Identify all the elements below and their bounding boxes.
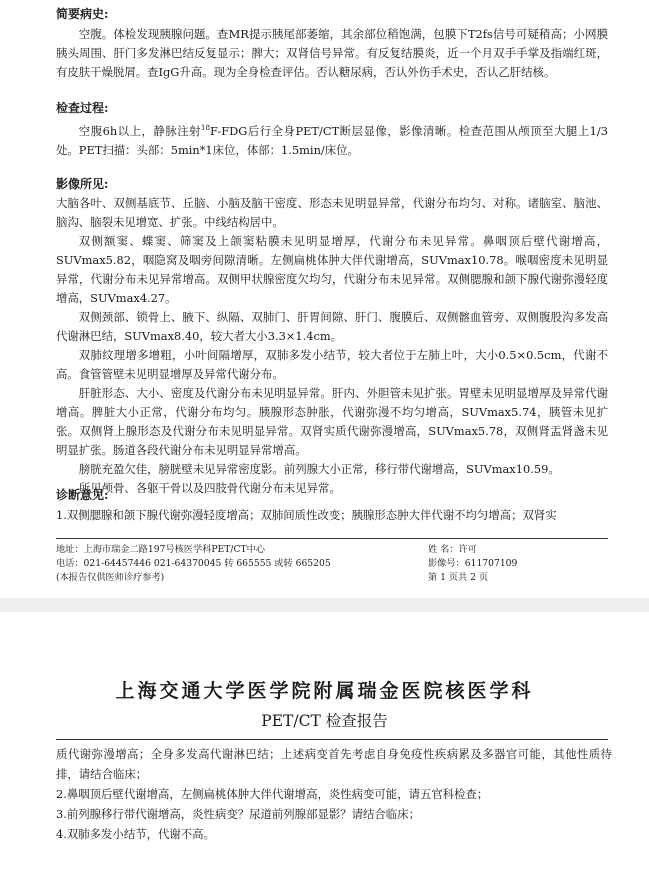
footer-image-number: 影像号：611707109 (428, 558, 518, 569)
footer-page-number: 第 1 页共 2 页 (428, 572, 489, 583)
report-footer (56, 538, 608, 585)
diagnosis-cont-2: 2.鼻咽顶后壁代谢增高，左侧扁桃体肿大伴代谢增高，炎性病变可能，请五官科检查； (56, 787, 489, 801)
institution-title: 上海交通大学医学院附属瑞金医院核医学科 (115, 680, 534, 702)
process-text-post: F-FDG后行全身PET/CT断层显像，影像清晰。检查范围从颅顶至大腿上1/3处。PET扫描：头部：5min*1床位，体部：1.5min/床位。 (56, 123, 608, 157)
diagnosis-cont-3: 3.前列腺移行带代谢增高，炎性病变？尿道前列腺部显影？请结合临床； (56, 807, 420, 821)
footer-patient-name: 姓 名：许可 (428, 544, 477, 555)
findings-lung: 双肺纹理增多增粗，小叶间隔增厚，双肺多发小结节，较大者位于左肺上叶，大小0.5×0.5cm，代谢不高。食管管壁未见明显增厚及异常代谢分布。 (56, 348, 608, 381)
diagnosis-line-1: 1.双侧腮腺和颌下腺代谢弥漫轻度增高；双肺间质性改变；胰腺形态肿大伴代谢不均匀增高；双肾实 (56, 508, 557, 522)
diagnosis-section (56, 487, 608, 525)
process-text-pre: 空腹6h以上，静脉注射 (78, 123, 202, 138)
diagnosis-cont-1: 质代谢弥漫增高；全身多发高代谢淋巴结；上述病变首先考虑自身免疫性疾病累及多器官可能，其他性质待排，请结合临床； (56, 747, 612, 781)
process-heading: 检查过程: (56, 101, 109, 115)
history-heading: 简要病史: (56, 7, 109, 21)
diagnosis-cont-4: 4.双肺多发小结节，代谢不高。 (56, 827, 215, 841)
footer-address: 地址：上海市瑞金二路197号核医学科PET/CT中心 (56, 544, 265, 555)
findings-section (56, 176, 608, 498)
findings-pelvis: 膀胱充盈欠佳，膀胱壁未见异常密度影。前列腺大小正常，移行带代谢增高，SUVmax10.59。 (78, 462, 560, 476)
history-text: 空腹。体检发现胰腺问题。查MR提示胰尾部萎缩，其余部位稍饱满，包膜下T2fs信号可疑稍高；小网膜胰头周围、肝门多发淋巴结反复显示；脾大；双肾信号异常。有反复结膜炎，近一个月双手手掌及指端红斑，有皮肤干燥脱屑。查IgG升高。现为全身检查评估。否认糖尿病，否认外伤手术史，否认乙肝结核。 (56, 27, 608, 79)
history-section (56, 6, 608, 82)
process-section (56, 100, 608, 160)
findings-brain: 大脑各叶、双侧基底节、丘脑、小脑及脑干密度、形态未见明显异常，代谢分布均匀、对称。诸脑室、脑池、脑沟、脑裂未见增宽、扩张。中线结构居中。 (56, 196, 608, 229)
process-text (56, 119, 608, 160)
report-title: PET/CT 检查报告 (261, 712, 388, 730)
header-rule (56, 739, 608, 740)
page-separator (0, 598, 649, 612)
footer-note: (本报告仅供医师诊疗参考) (56, 572, 165, 583)
findings-bone: 所见颅骨、各躯干骨以及四肢骨代谢分布未见异常。 (78, 481, 341, 495)
findings-head-neck: 双侧额窦、蝶窦、筛窦及上颌窦粘膜未见明显增厚，代谢分布未见异常。鼻咽顶后壁代谢增高，SUVmax5.82，咽隐窝及咽旁间隙清晰。左侧扁桃体肿大伴代谢增高，SUVmax10.78。喉咽密度未见明显异常，代谢分布未见异常增高。双侧甲状腺密度欠均匀，代谢分布未见异常。双侧腮腺和颌下腺代谢弥漫轻度增高，SUVmax4.27。 (56, 234, 608, 305)
findings-lymph: 双侧颈部、锁骨上、腋下、纵隔、双肺门、肝胃间隙、肝门、腹膜后、双侧髂血管旁、双侧腹股沟多发高代谢淋巴结，SUVmax8.40，较大者大小3.3×1.4cm。 (56, 310, 608, 343)
findings-heading: 影像所见: (56, 177, 109, 191)
isotope-superscript: 18 (201, 124, 210, 132)
findings-abdomen: 肝脏形态、大小、密度及代谢分布未见明显异常。肝内、外胆管未见扩张。胃壁未见明显增厚及异常代谢增高。脾脏大小正常，代谢分布均匀。胰腺形态肿胀，代谢弥漫不均匀增高，SUVmax5.74，胰管未见扩张。双侧肾上腺形态及代谢分布未见明显异常。双肾实质代谢弥漫增高，SUVmax5.78，双侧肾盂肾盏未见明显扩张。肠道各段代谢分布未见明显异常增高。 (56, 386, 608, 457)
diagnosis-heading: 诊断意见: (56, 488, 109, 502)
diagnosis-continued (56, 744, 612, 844)
footer-phone: 电话：021-64457446 021-64370045 转 665555 或转 665205 (56, 558, 331, 569)
